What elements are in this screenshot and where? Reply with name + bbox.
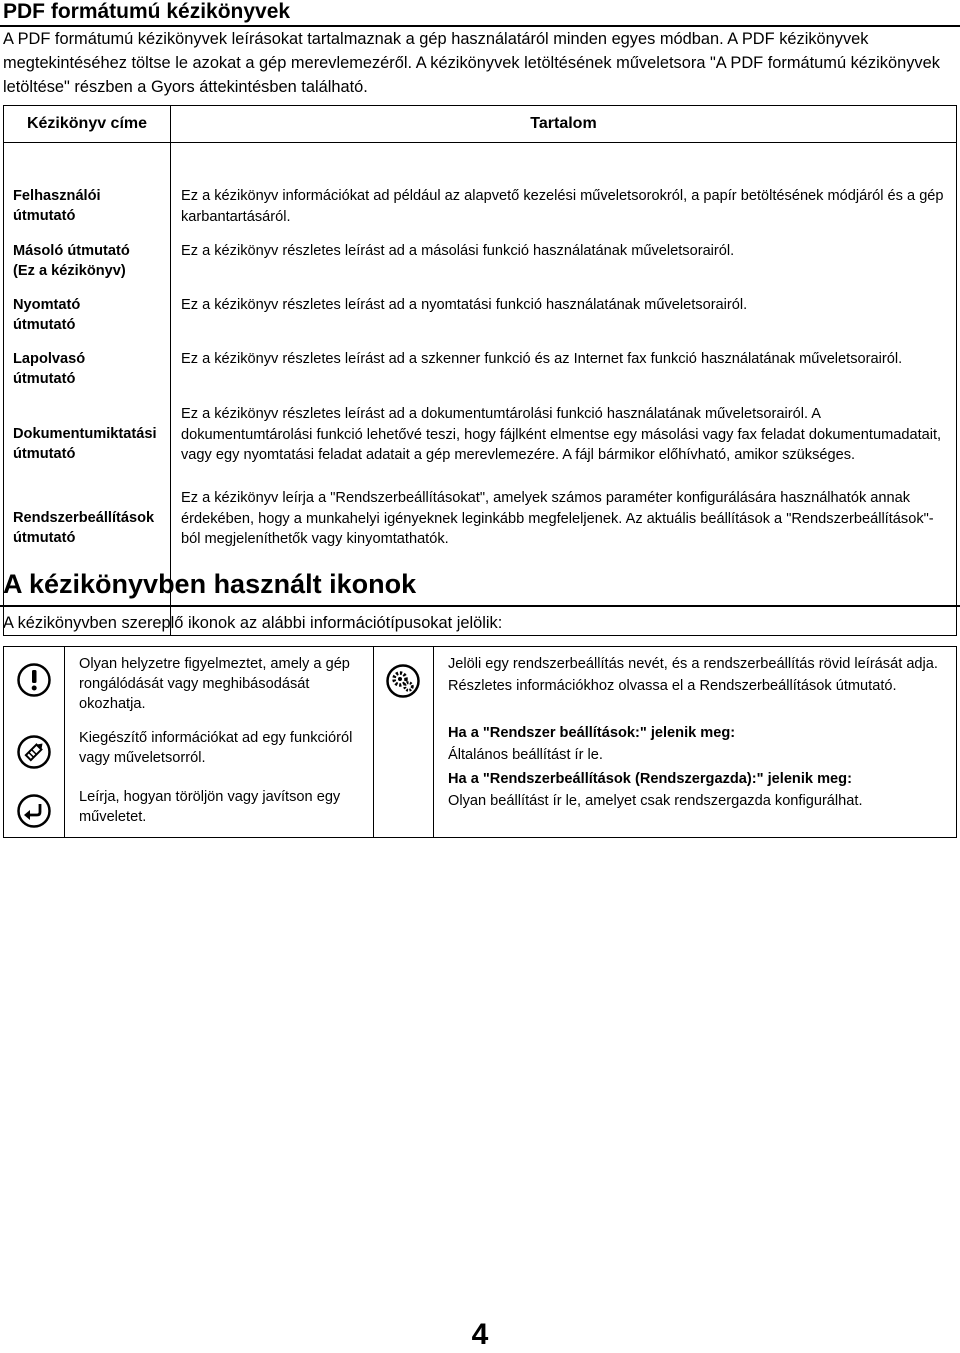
page-number: 4 (471, 1318, 489, 1351)
content-document-filing: Ez a kézikönyv részletes leírást ad a dokumentumtárolási funkció használatának műveletsorairól. A dokumentumtárolási funkció lehetővé teszi, hogy fájlként elmentse egy másolási vagy fax feladat dokumentumadatait, vagy egy nyomtatási feladat adatait a gép merevlemezére. A fájl bármikor előhívható, amikor szükséges. (181, 406, 942, 463)
administrator-settings-note: Olyan beállítást ír le, amelyet csak rendszergazda konfigurálhat. (448, 793, 863, 809)
icons-subtitle: A kézikönyvben szereplő ikonok az alábbi információtípusokat jelölik: (3, 614, 503, 632)
return-arrow-icon-description: Leírja, hogyan töröljön vagy javítson egy műveletet. (79, 789, 341, 825)
content-system-settings: Ez a kézikönyv leírja a "Rendszerbeállításokat", amelyek számos paraméter konfigurálására használhatók annak érdekében, hogy a munkahelyi igényeknek leginkább megfeleljenek. Az aktuális beállítások a "Rendszerbeállítások"-ból megjeleníthetők vagy kinyomtathatók. (181, 490, 934, 547)
manual-title-system-settings: Rendszerbeállítások útmutató (13, 510, 155, 546)
administrator-settings-label: Ha a "Rendszerbeállítások (Rendszergazda):" jelenik meg: (448, 771, 852, 787)
manual-title-printer: Nyomtató útmutató (13, 297, 81, 333)
warning-icon (16, 662, 52, 698)
header-content: Tartalom (171, 106, 957, 143)
section2-rule (0, 605, 960, 607)
gears-icon (385, 663, 421, 699)
icons-table (3, 646, 957, 838)
content-printer: Ez a kézikönyv részletes leírást ad a nyomtatási funkció használatának műveletsorairól. (181, 297, 748, 313)
return-arrow-icon (16, 793, 52, 829)
manual-contents-cell (171, 143, 957, 636)
content-copy: Ez a kézikönyv részletes leírást ad a másolási funkció használatának műveletsorairól. (181, 243, 735, 259)
section-title-pdf-manuals: PDF formátumú kézikönyvek (3, 0, 291, 23)
manual-title-copy: Másoló útmutató (Ez a kézikönyv) (13, 243, 130, 279)
system-settings-label: Ha a "Rendszer beállítások:" jelenik meg: (448, 725, 736, 741)
system-settings-note: Általános beállítást ír le. (448, 747, 603, 763)
divider (433, 647, 434, 837)
section-title-icons: A kézikönyvben használt ikonok (3, 569, 417, 599)
content-user: Ez a kézikönyv információkat ad például az alapvető kezelési műveletsorokról, a papír betöltésének módjáról és a gép karbantartásáról. (181, 188, 944, 225)
manual-title-document-filing: Dokumentumiktatási útmutató (13, 426, 157, 462)
content-scanner: Ez a kézikönyv részletes leírást ad a szkenner funkció és az Internet fax funkció használatának műveletsorairól. (181, 351, 903, 367)
header-manual-title: Kézikönyv címe (4, 106, 171, 143)
pencil-icon (16, 734, 52, 770)
divider (64, 647, 65, 837)
manual-title-user: Felhasználói útmutató (13, 188, 101, 224)
gears-icon-description: Jelöli egy rendszerbeállítás nevét, és a rendszerbeállítás rövid leírását adja. Részletes információkhoz olvassa el a Rendszerbeállítások útmutató. (448, 656, 938, 694)
intro-paragraph: A PDF formátumú kézikönyvek leírásokat tartalmaznak a gép használatáról minden egyes módban. A PDF kézikönyvek megtekintéséhez töltse le azokat a gép merevlemezéről. A kézikönyvek letöltésének műveletsora "A PDF formátumú kézikönyvek letöltése" részben a Gyors áttekintésben található. (3, 30, 940, 96)
manual-titles-cell (4, 143, 171, 636)
divider (373, 647, 374, 837)
manual-title-scanner: Lapolvasó útmutató (13, 351, 86, 387)
warning-icon-description: Olyan helyzetre figyelmeztet, amely a gép rongálódását vagy meghibásodását okozhatja. (79, 656, 350, 712)
pencil-icon-description: Kiegészítő információkat ad egy funkcióról vagy műveletsorról. (79, 730, 353, 766)
manuals-table (3, 105, 957, 636)
